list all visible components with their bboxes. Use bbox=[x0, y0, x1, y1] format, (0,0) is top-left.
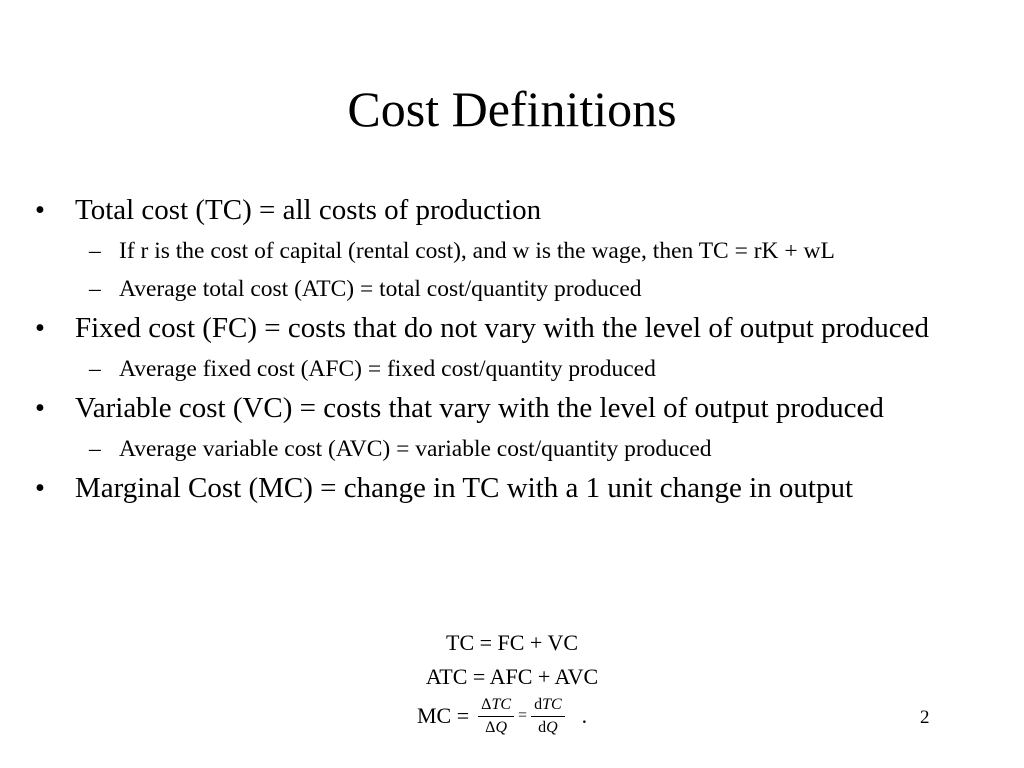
sub-bullet-marker: – bbox=[89, 436, 101, 462]
fraction-denominator bbox=[535, 717, 561, 738]
delta-symbol: Δ bbox=[481, 695, 492, 713]
bullet-marker: • bbox=[34, 472, 46, 504]
bullet-text: Fixed cost (FC) = costs that do not vary with the level of output produced bbox=[75, 312, 929, 344]
bullet-item-fixed-cost bbox=[30, 310, 1000, 386]
fraction-derivative bbox=[531, 695, 565, 738]
sub-bullet-list bbox=[75, 432, 1000, 466]
fraction-delta bbox=[478, 695, 514, 738]
bullet-text: Variable cost (VC) = costs that vary with the level of output produced bbox=[75, 392, 884, 424]
bullet-marker: • bbox=[34, 194, 46, 226]
formula-atc: ATC = AFC + AVC bbox=[425, 664, 599, 689]
sub-bullet-list bbox=[75, 352, 1000, 386]
bullet-text: Marginal Cost (MC) = change in TC with a 1 unit change in output bbox=[75, 472, 854, 504]
bullet-marker: • bbox=[34, 312, 46, 344]
fraction-numerator bbox=[478, 695, 514, 716]
variable: Q bbox=[495, 718, 508, 736]
formula-tc: TC = FC + VC bbox=[446, 630, 578, 655]
slide-title: Cost Definitions bbox=[347, 81, 677, 137]
sub-bullet-text: Average total cost (ATC) = total cost/quantity produced bbox=[119, 276, 642, 302]
sub-bullet-item bbox=[75, 432, 1000, 466]
formula-period: . bbox=[581, 703, 588, 728]
variable: TC bbox=[491, 695, 512, 713]
formula-mc bbox=[417, 686, 587, 746]
delta-symbol: Δ bbox=[485, 718, 496, 736]
bullet-text: Total cost (TC) = all costs of production bbox=[75, 194, 542, 226]
sub-bullet-item bbox=[75, 352, 1000, 386]
fraction-numerator bbox=[531, 695, 565, 716]
formula-block bbox=[0, 626, 1024, 694]
bullet-item-marginal-cost bbox=[30, 470, 1000, 507]
sub-bullet-marker: – bbox=[89, 276, 101, 302]
differential-symbol: d bbox=[538, 718, 547, 736]
bullet-item-total-cost bbox=[30, 192, 1000, 306]
equals-sign: = bbox=[518, 707, 528, 724]
sub-bullet-item bbox=[75, 234, 1000, 268]
sub-bullet-text: Average fixed cost (AFC) = fixed cost/quantity produced bbox=[119, 356, 656, 382]
variable: TC bbox=[542, 695, 562, 713]
mc-label: MC = bbox=[417, 703, 470, 728]
bullet-list bbox=[30, 192, 1000, 510]
sub-bullet-text: Average variable cost (AVC) = variable cost/quantity produced bbox=[119, 436, 712, 462]
differential-symbol: d bbox=[534, 695, 543, 713]
bullet-marker: • bbox=[34, 392, 46, 424]
sub-bullet-item bbox=[75, 272, 1000, 306]
sub-bullet-marker: – bbox=[89, 238, 101, 264]
sub-bullet-list bbox=[75, 234, 1000, 306]
variable: Q bbox=[546, 718, 558, 736]
bullet-item-variable-cost bbox=[30, 390, 1000, 466]
sub-bullet-text: If r is the cost of capital (rental cost), and w is the wage, then TC = rK + wL bbox=[119, 238, 835, 264]
fraction-denominator bbox=[482, 717, 510, 738]
sub-bullet-marker: – bbox=[89, 356, 101, 382]
page-number: 2 bbox=[920, 707, 930, 728]
